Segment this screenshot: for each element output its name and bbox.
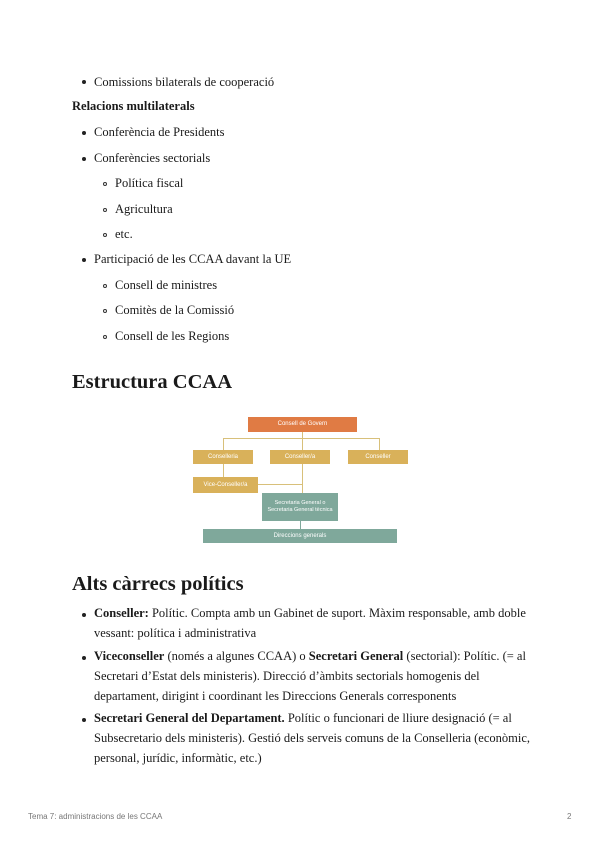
bullet-dot bbox=[82, 718, 86, 722]
list-item: Conferències sectorials bbox=[94, 151, 211, 165]
section-heading-estructura: Estructura CCAA bbox=[72, 371, 232, 393]
connector-line bbox=[223, 438, 224, 450]
connector-line bbox=[223, 438, 379, 439]
org-box-consell-govern: Consell de Govern bbox=[248, 417, 357, 432]
footer-title: Tema 7: administracions de les CCAA bbox=[28, 812, 163, 821]
org-box-conseller: Conseller bbox=[348, 450, 408, 464]
sub-list-item: Comitès de la Comissió bbox=[115, 303, 235, 317]
org-box-secretaria-general: Secretaria General o Secretaria General tècnica bbox=[262, 493, 338, 521]
description-viceconseller-b: (sectorial): Polític. (= al Secretari d’Estat dels ministeris). Direcció d’àmbits sectorials homogenis del departament, dirigint i coordinant les Direccions Generals corresponents bbox=[94, 649, 526, 703]
connector-line bbox=[302, 464, 303, 493]
sub-bullet-circle bbox=[103, 182, 107, 186]
list-item: Comissions bilaterals de cooperació bbox=[94, 75, 275, 89]
list-item-secretari-departament bbox=[94, 708, 534, 768]
description-secretari-departament: Polític o funcionari de lliure designació (= al Subsecretario dels ministeris). Gestió dels serveis comuns de la Conselleria (econòmic, personal, jurídic, informàtic, etc.) bbox=[94, 711, 530, 765]
description-viceconseller-a: (només a algunes CCAA) o bbox=[164, 649, 309, 663]
sub-list-item: Agricultura bbox=[115, 202, 173, 216]
connector-line bbox=[223, 464, 224, 477]
connector-line bbox=[302, 438, 303, 450]
sub-bullet-circle bbox=[103, 208, 107, 212]
bullet-dot bbox=[82, 131, 86, 135]
sub-list-item: etc. bbox=[115, 227, 133, 241]
bullet-dot bbox=[82, 80, 86, 84]
description-conseller: Polític. Compta amb un Gabinet de suport. Màxim responsable, amb doble vessant: política i administrativa bbox=[94, 606, 526, 640]
list-item-conseller bbox=[94, 603, 534, 643]
term-conseller: Conseller: bbox=[94, 606, 149, 620]
org-box-conseller-a: Conseller/a bbox=[270, 450, 330, 464]
list-item: Conferència de Presidents bbox=[94, 125, 225, 139]
sub-bullet-circle bbox=[103, 284, 107, 288]
connector-line bbox=[300, 521, 301, 529]
org-box-direccions-generals: Direccions generals bbox=[203, 529, 397, 543]
bullet-dot bbox=[82, 613, 86, 617]
term-secretari-departament: Secretari General del Departament. bbox=[94, 711, 285, 725]
bullet-dot bbox=[82, 157, 86, 161]
section-heading-alts-carrecs: Alts càrrecs polítics bbox=[72, 573, 244, 595]
sub-bullet-circle bbox=[103, 233, 107, 237]
list-item-viceconseller bbox=[94, 646, 534, 706]
bullet-dot bbox=[82, 258, 86, 262]
connector-line bbox=[258, 484, 302, 485]
bullet-dot bbox=[82, 656, 86, 660]
sub-list-item: Consell de les Regions bbox=[115, 329, 230, 343]
sub-bullet-circle bbox=[103, 309, 107, 313]
org-box-conselleria: Conselleria bbox=[193, 450, 253, 464]
sub-list-item: Consell de ministres bbox=[115, 278, 218, 292]
term-viceconseller: Viceconseller bbox=[94, 649, 165, 663]
term-secretari-general: Secretari General bbox=[308, 649, 404, 663]
sub-list-item: Política fiscal bbox=[115, 176, 184, 190]
list-item: Participació de les CCAA davant la UE bbox=[94, 252, 292, 266]
page-number: 2 bbox=[567, 812, 572, 821]
subheading-multilateral: Relacions multilaterals bbox=[72, 99, 195, 113]
connector-line bbox=[379, 438, 380, 450]
org-box-vice-conseller: Vice-Conseller/a bbox=[193, 477, 258, 493]
sub-bullet-circle bbox=[103, 335, 107, 339]
